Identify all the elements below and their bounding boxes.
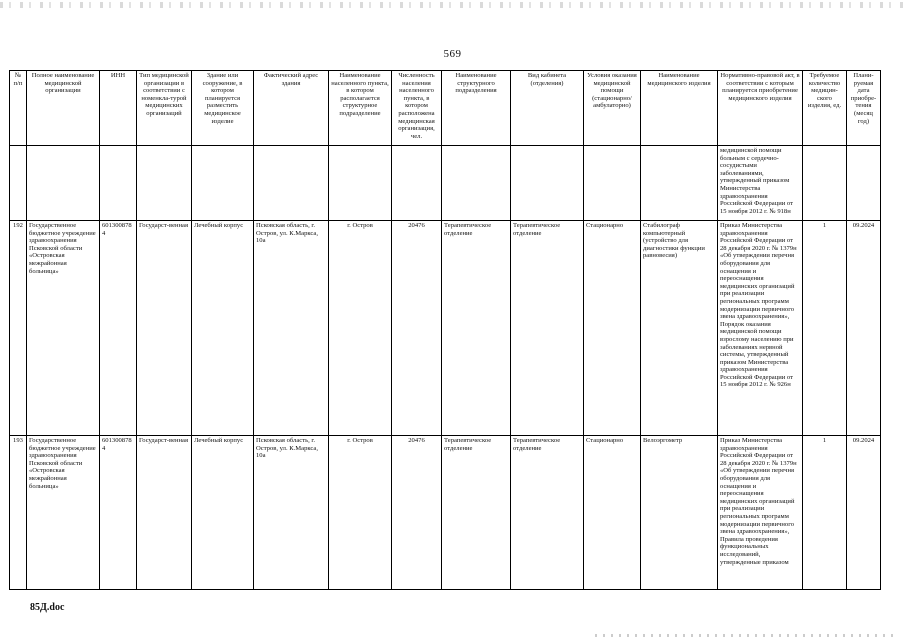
column-header: ИНН: [100, 71, 137, 146]
norm-cell: Приказ Министерства здравоохранения Российской Федерации от 28 декабря 2020 г. № 1379н «Об утверждении перечня оборудования для оснащения и переоснащения медицинских организаций при реализации региональных программ модернизации первичного звена здравоохранения», Правила проведения функциональных исследований, утвержденные приказом: [718, 436, 803, 590]
quantity: 1: [803, 221, 847, 436]
column-header: Требуемое количество медицин-ского изделия, ед.: [803, 71, 847, 146]
conditions: Стационарно: [584, 221, 641, 436]
column-header: № п/п: [10, 71, 27, 146]
column-header: Плани-руемая дата приобре-тения (месяц год): [847, 71, 881, 146]
planned-date: 09.2024: [847, 436, 881, 590]
quantity: 1: [803, 436, 847, 590]
org-name: Государственное бюджетное учреждение здравоохранения Псковской области «Островская межрайонная больница»: [27, 436, 100, 590]
conditions: Стационарно: [584, 436, 641, 590]
column-header: Полное наименование медицинской организации: [27, 71, 100, 146]
planned-date: 09.2024: [847, 221, 881, 436]
population: 20476: [392, 436, 442, 590]
row-number: 193: [10, 436, 27, 590]
document-filename: 85Д.doc: [30, 602, 65, 613]
table-row-continuation: [10, 146, 881, 221]
scan-noise-top: [0, 2, 905, 8]
device: Стабилограф компьютерный (устройство для диагностики функции равновесия): [641, 221, 718, 436]
locality: г. Остров: [329, 221, 392, 436]
scan-noise-bottom: [595, 634, 895, 637]
column-header: Вид кабинета (отделения): [511, 71, 584, 146]
building: Лечебный корпус: [192, 436, 254, 590]
inn: 6013008784: [100, 436, 137, 590]
column-header: Наименование населенного пункта, в котором располагается структурное подразделение: [329, 71, 392, 146]
locality: г. Остров: [329, 436, 392, 590]
equipment-table: [9, 70, 881, 590]
address: Псковская область, г. Остров, ул. К.Маркса, 10а: [254, 436, 329, 590]
column-header: Условия оказания медицинской помощи (стационарно/ амбулаторно): [584, 71, 641, 146]
address: Псковская область, г. Остров, ул. К.Маркса, 10а: [254, 221, 329, 436]
column-header: Численность населения населенного пункта, в котором расположена медицинская организация, чел.: [392, 71, 442, 146]
device: Велоэргометр: [641, 436, 718, 590]
inn: 6013008784: [100, 221, 137, 436]
population: 20476: [392, 221, 442, 436]
org-name: Государственное бюджетное учреждение здравоохранения Псковской области «Островская межрайонная больница»: [27, 221, 100, 436]
column-header: Тип медицинской организации в соответствии с номенкла-турой медицинских организаций: [137, 71, 192, 146]
column-header: Наименование медицинского изделия: [641, 71, 718, 146]
table-header: [10, 71, 881, 146]
building: Лечебный корпус: [192, 221, 254, 436]
unit: Терапевтическое отделение: [442, 436, 511, 590]
table-row: [10, 221, 881, 436]
column-header: Фактический адрес здания: [254, 71, 329, 146]
table-row: [10, 436, 881, 590]
row-number: 192: [10, 221, 27, 436]
column-header: Здание или сооружение, в котором планируется разместить медицинское изделие: [192, 71, 254, 146]
column-header: Наименование структурного подразделения: [442, 71, 511, 146]
cabinet: Терапевтическое отделение: [511, 221, 584, 436]
column-header: Нормативно-правовой акт, в соответствии с которым планируется приобретение медицинского изделия: [718, 71, 803, 146]
norm-cell: Приказ Министерства здравоохранения Российской Федерации от 28 декабря 2020 г. № 1379н «Об утверждении перечня оборудования для оснащения и переоснащения медицинских организаций при реализации региональных программ модернизации первичного звена здравоохранения», Порядок оказания медицинской помощи взрослому населению при заболеваниях нервной системы, утвержденный приказом Министерства здравоохранения Российской Федерации от 15 ноября 2012 г. № 926н: [718, 221, 803, 436]
norm-cell: медицинской помощи больным с сердечно-сосудистыми заболеваниями, утвержденный приказом Министерства здравоохранения Российской Федерации от 15 ноября 2012 г. № 918н: [718, 146, 803, 221]
cabinet: Терапевтическое отделение: [511, 436, 584, 590]
page-number: 569: [443, 48, 462, 60]
org-type: Государст-венная: [137, 221, 192, 436]
org-type: Государст-венная: [137, 436, 192, 590]
unit: Терапевтическое отделение: [442, 221, 511, 436]
